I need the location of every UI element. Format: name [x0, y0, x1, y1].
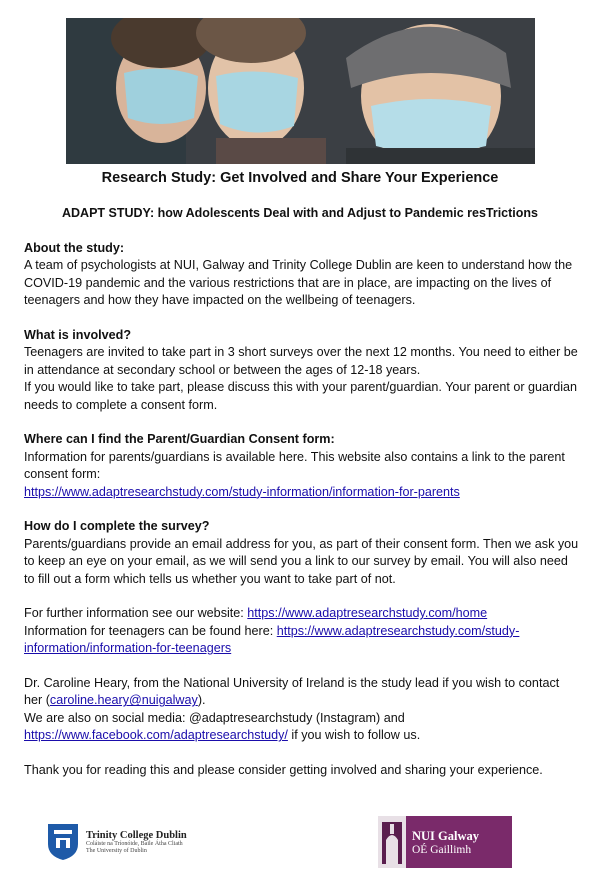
nuig-name: NUI Galway [412, 828, 480, 843]
logo-footer [0, 812, 600, 892]
consent-section [24, 431, 580, 501]
further-info-section [24, 605, 580, 657]
social-media-text: We are also on social media: @adaptresearchstudy (Instagram) and [24, 710, 405, 725]
involved-text-1: Teenagers are invited to take part in 3 short surveys over the next 12 months. You need to either be in attendance at secondary school or between the ages of 12-18 years. [24, 345, 578, 377]
facebook-suffix: if you wish to follow us. [287, 728, 421, 743]
consent-text: Information for parents/guardians is available here. This website also contains a link to the parent consent form: [24, 449, 565, 482]
teens-info-prefix: Information for teenagers can be found here: [24, 623, 277, 638]
tcd-crest-icon [46, 822, 80, 862]
tcd-irish-name: Coláiste na Tríonóide, Baile Átha Cliath [86, 840, 183, 847]
closing-text: Thank you for reading this and please consider getting involved and sharing your experience. [24, 763, 543, 778]
contact-suffix: ). [197, 693, 206, 708]
survey-section [24, 518, 580, 588]
hero-photo-teens-wearing-masks [66, 18, 535, 164]
survey-heading: How do I complete the survey? [24, 519, 210, 534]
contact-prefix: Dr. Caroline Heary, from the National University of Ireland is the study lead if you wish to contact her ( [24, 676, 560, 708]
document-body [24, 240, 580, 797]
about-text: A team of psychologists at NUI, Galway and Trinity College Dublin are keen to understand how the COVID-19 pandemic and the various restrictions that are in place, are impacting on the lives of teenagers and how they have impacted on the wellbeing of teenagers. [24, 258, 573, 308]
email-link[interactable]: caroline.heary@nuigalway [49, 693, 198, 708]
survey-text: Parents/guardians provide an email address for you, as part of their consent form. Then we ask you to keep an eye on your email, as we will send you a link to our survey by email. You will also need to fill out a form which tells us whether you want to take part of not. [24, 536, 579, 586]
masked-teens-illustration [66, 18, 535, 164]
involved-text-2: If you would like to take part, please discuss this with your parent/guardian. Your parent or guardian needs to complete a consent form. [24, 380, 578, 412]
about-section [24, 240, 580, 310]
tcd-name: Trinity College Dublin [86, 829, 187, 841]
tcd-logo [46, 822, 187, 862]
involved-section [24, 327, 580, 414]
nuig-logo [378, 816, 512, 868]
study-subtitle: ADAPT STUDY: how Adolescents Deal with and Adjust to Pandemic resTrictions [62, 206, 538, 220]
nuig-quadrangle-icon [378, 816, 406, 868]
contact-section [24, 675, 580, 745]
facebook-link[interactable]: https://www.facebook.com/adaptresearchstudy/ [24, 728, 288, 743]
website-prefix: For further information see our website: [24, 606, 248, 621]
consent-heading: Where can I find the Parent/Guardian Consent form: [24, 432, 335, 447]
nuig-text [412, 829, 479, 856]
website-home-link[interactable]: https://www.adaptresearchstudy.com/home [247, 606, 488, 621]
tcd-english-sub: The University of Dublin [86, 847, 147, 854]
teens-info-link[interactable]: https://www.adaptresearchstudy.com/study-information/information-for-teenagers [24, 623, 520, 656]
tcd-text [86, 830, 187, 855]
involved-heading: What is involved? [24, 328, 132, 343]
nuig-irish-name: OÉ Gaillimh [412, 843, 472, 856]
about-heading: About the study: [24, 241, 125, 255]
parents-info-link[interactable]: https://www.adaptresearchstudy.com/study-information/information-for-parents [24, 484, 460, 499]
page-title: Research Study: Get Involved and Share Your Experience [101, 170, 499, 186]
